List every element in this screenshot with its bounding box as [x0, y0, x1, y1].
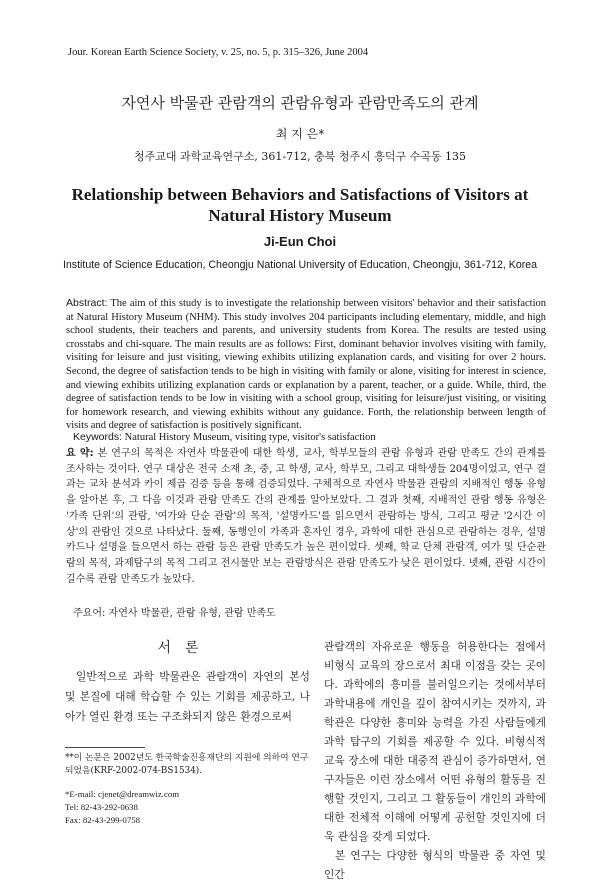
page-title-korean: 자연사 박물관 관람객의 관람유형과 관람만족도의 관계 [121, 94, 479, 112]
keywords-text: Natural History Museum, visiting type, visitor's satisfaction [124, 432, 376, 443]
abstract-label: Abstract: [66, 297, 108, 309]
korean-keywords [73, 604, 276, 619]
contact-fax: Fax: 82-43-299-0758 [65, 815, 141, 825]
contact-tel: Tel: 82-43-292-0638 [65, 802, 138, 812]
body-left-column [65, 667, 310, 727]
abstract [66, 297, 546, 433]
korean-keywords-label: 주요어: [73, 608, 106, 619]
footnote-divider [65, 747, 145, 748]
body-paragraph: 관람객의 자유로운 행동을 허용한다는 점에서 비형식 교육의 장으로서 최대 이점을 갖는 곳이다. 과학에의 흥미를 불러일으키는 것에서부터 과학내용에 개인을 깊이 참여시키는 것까지, 과학관은 다양한 흥미와 능력을 가진 사람들에게 과학 탐구의 기회를 제공할 수 있다. 비형식적 교육 장소에 대한 대중적 관심이 증가하면서, 연구자들은 이런 장소에서 어떤 유형의 활동을 진행할 것인지, 그리고 그 활동들이 개인의 과학에 대한 전체적 이해에 어떻게 공헌할 것인지에 더욱 관심을 갖게 되었다. [324, 640, 546, 843]
body-paragraph: 일반적으로 과학 박물관은 관람객이 자연의 본성 및 본질에 대해 학습할 수 있는 기회를 제공하고, 나아가 열린 환경 또는 구조화되지 않은 환경으로써 [65, 670, 310, 723]
page-title-english [0, 184, 600, 226]
contact-email: *E-mail: cjenet@dreamwiz.com [65, 789, 180, 799]
korean-keywords-text: 자연사 박물관, 관람 유형, 관람 만족도 [108, 608, 276, 619]
korean-abstract [66, 446, 546, 587]
author-english: Ji-Eun Choi [263, 234, 337, 249]
keywords [73, 431, 376, 443]
keywords-label: Keywords: [73, 431, 123, 443]
body-paragraph: 본 연구는 다양한 형식의 박물관 중 자연 및 인간 [324, 849, 546, 881]
affiliation-english: Institute of Science Education, Cheongju National University of Education, Cheongju, 361-712, Korea [62, 259, 538, 271]
journal-citation: Jour. Korean Earth Science Society, v. 25, no. 5, p. 315–326, June 2004 [68, 47, 369, 58]
abstract-text: The aim of this study is to investigate the relationship between visitors' behavior and their satisfaction at Natural History Museum (NHM). This study involves 204 participants including elementary, middle, and high school students, their teachers and parents, and university students from Korea. The results are tested using crosstabs and chi-square. The main results are as follows: First, dominant behavior involves visiting with family, visiting for leisure and just visiting, viewing exhibits utilizing explanation cards, and visiting for over 2 hours. Second, the degree of satisfaction tends to be high in visiting with family or alone, visiting for interest in science, and viewing exhibits utilizing explanation cards or explanation by a parent, teacher, or a guide. While, third, the degree of satisfaction tends to be low in visiting with a school group, visiting for leisure/just visiting, or visiting for homework research, and viewing exhibits without any guidance. Forth, the relationship between length of visits and degree of satisfaction is positively significant. [66, 298, 547, 432]
body-right-column [324, 637, 546, 884]
footnote-contact [65, 788, 310, 827]
footnote-funding: **이 논문은 2002년도 한국학술진흥재단의 지원에 의하여 연구되었음(KRF-2002-074-BS1534). [65, 753, 309, 776]
author-korean: 최 지 은* [275, 127, 325, 141]
affiliation-korean: 청주교대 과학교육연구소, 361-712, 충북 청주시 흥덕구 수곡동 135 [134, 150, 466, 163]
title-en-line2: Natural History Museum [208, 206, 392, 225]
korean-abstract-text: 본 연구의 목적은 자연사 박물관에 대한 학생, 교사, 학부모들의 관람 유형과 관람 만족도 간의 관계를 조사하는 것이다. 연구 대상은 전국 소재 초, 중, 고 학생, 교사, 학부모, 그리고 대학생들 204명이었고, 연구 결과는 교차 분석과 카이 제곱 검증 등을 통해 검증되었다. 구체적으로 자연사 박물관 관람의 지배적인 행동 유형을 알아본 후, 그 다음 이것과 관람 만족도 간의 관계를 알아보았다. 그 결과 첫째, 지배적인 관람 행동 유형은 '가족 단위'의 관람, '여가와 단순 관람'의 목적, '설명카드'를 읽으면서 관람하는 방식, 그리고 평균 '2시간 이상'의 관람인 것으로 나타났다. 둘째, 동행인이 가족과 혼자인 경우, 과학에 대한 관심으로 관람하는 경우, 설명카드나 설명을 들으면서 하는 관람 등은 관람 만족도가 높은 편이었다. 셋째, 학교 단체 관람객, 여가 및 단순관람의 목적, 과제탐구의 목적 그리고 전시물만 보는 관람방식은 관람 만족도가 낮은 편이었다. 넷째, 관람 시간이 길수록 관람 만족도가 높았다. [66, 448, 546, 585]
section-heading: 서론 [157, 640, 213, 656]
title-en-line1: Relationship between Behaviors and Satisfactions of Visitors at [71, 185, 529, 204]
korean-abstract-label: 요 약: [66, 448, 94, 459]
